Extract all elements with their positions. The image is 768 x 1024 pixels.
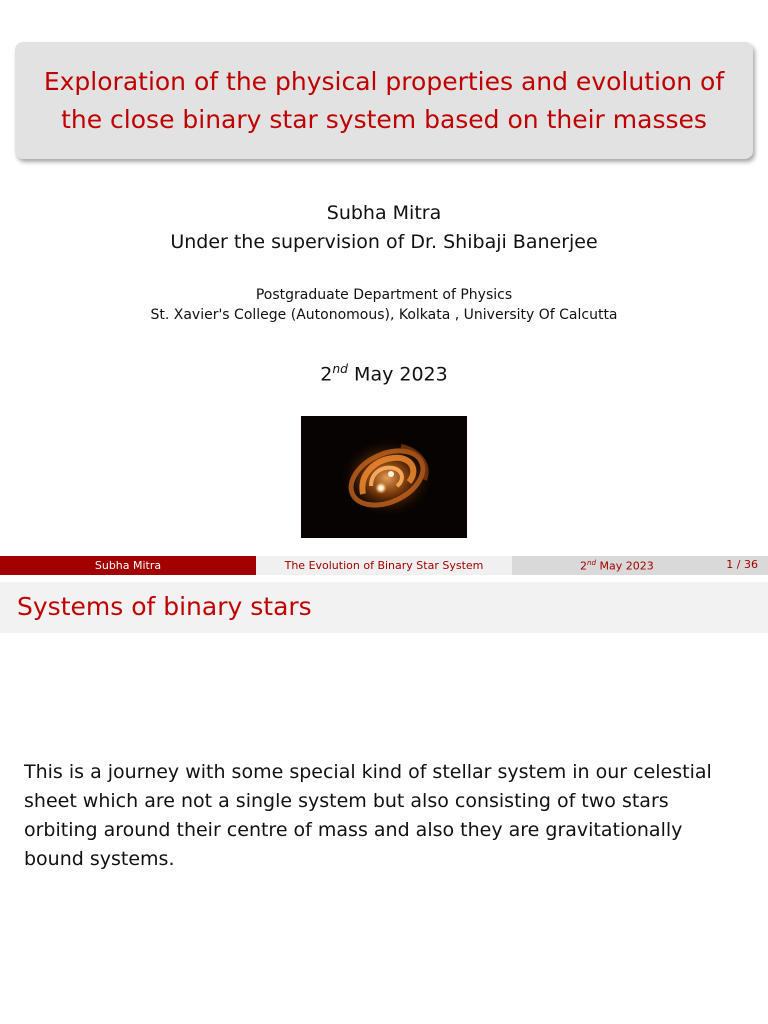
footer-date (580, 558, 654, 573)
body-line-2: sheet which are not a single system but also consisting of two stars (24, 790, 669, 812)
footer-date-page (512, 556, 768, 575)
frame-title: Systems of binary stars (17, 592, 312, 621)
presentation-date (0, 362, 768, 385)
body-line-3: orbiting around their centre of mass and also they are gravitationally (24, 819, 683, 841)
footer-page-number: 1 / 36 (726, 558, 758, 571)
slide-title-line-2: the close binary star system based on their masses (61, 104, 707, 134)
slide-title-line-1: Exploration of the physical properties and evolution of (43, 66, 725, 96)
slide-title-box (15, 42, 753, 159)
body-paragraph (24, 758, 744, 874)
date-rest: May 2023 (348, 363, 448, 386)
body-line-1: This is a journey with some special kind of stellar system in our celestial (24, 761, 712, 783)
footer-date-suffix: nd (587, 558, 597, 567)
slide-footer (0, 556, 768, 575)
footer-title: The Evolution of Binary Star System (256, 556, 512, 575)
footer-date-day: 2 (580, 559, 587, 573)
institution-name: St. Xavier's College (Autonomous), Kolkata , University Of Calcutta (150, 307, 618, 323)
date-suffix: nd (332, 362, 349, 376)
binary-star-disk-image (301, 416, 467, 538)
footer-author: Subha Mitra (0, 556, 256, 575)
date-day: 2 (320, 363, 333, 386)
body-line-4: bound systems. (24, 848, 175, 870)
binary-star-disk-illustration (301, 416, 467, 538)
author-name: Subha Mitra (326, 202, 442, 224)
footer-date-rest: May 2023 (596, 559, 654, 573)
supervisor-line: Under the supervision of Dr. Shibaji Banerjee (170, 231, 598, 253)
frame-title-bar (0, 582, 768, 633)
department-name: Postgraduate Department of Physics (255, 287, 513, 303)
